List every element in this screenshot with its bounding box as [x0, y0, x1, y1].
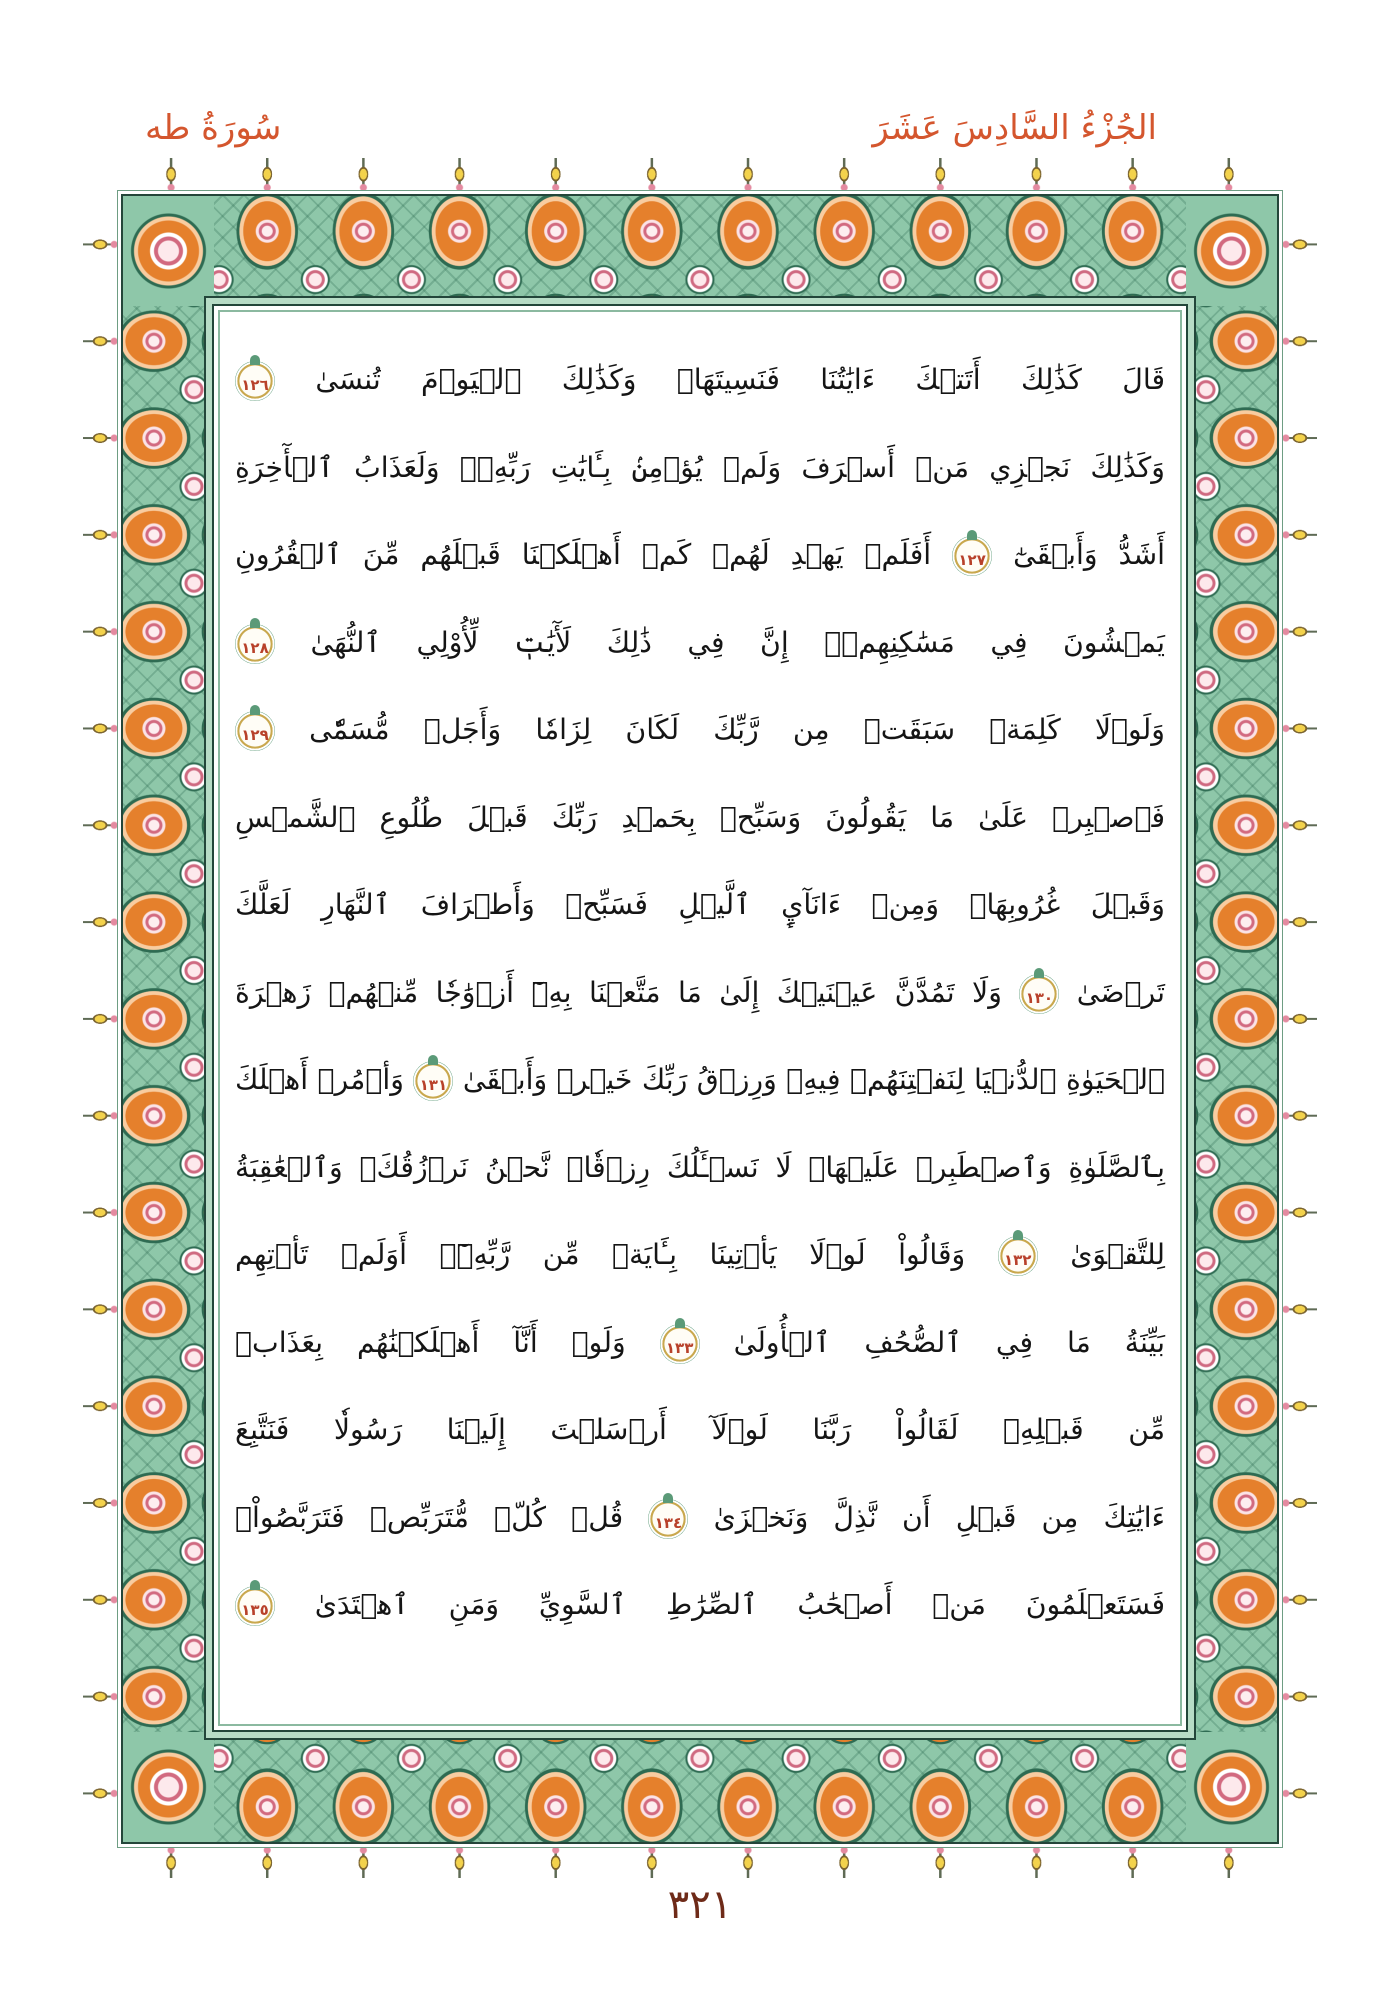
verse-text: تَرۡضَىٰ: [1076, 975, 1165, 1009]
ornamental-frame: [123, 196, 1277, 1842]
frame-band-left: [123, 196, 214, 1842]
verse-text: فَسَتَعۡلَمُونَ مَنۡ أَصۡحَٰبُ ٱلصِّرَٰطِ ٱلسَّوِيِّ وَمَنِ ٱهۡتَدَىٰ: [314, 1588, 1165, 1621]
text-line-content: [235, 1124, 1165, 1212]
verse-text: فَٱصۡبِرۡ عَلَىٰ مَا يَقُولُونَ وَسَبِّحۡ بِحَمۡدِ رَبِّكَ قَبۡلَ طُلُوعِ ٱلشَّمۡسِ: [235, 800, 1165, 834]
ayah-end-marker: [1019, 974, 1059, 1014]
text-line: [235, 774, 1165, 862]
text-line: [235, 1036, 1165, 1124]
text-line: [235, 1124, 1165, 1212]
text-line: [235, 949, 1165, 1037]
ayah-end-marker: [235, 361, 275, 401]
verse-text: لِلتَّقۡوَىٰ: [1070, 1238, 1165, 1271]
frame-band-right: [1186, 196, 1277, 1842]
frame-band-bottom: [123, 1732, 1277, 1842]
verse-text: أَفَلَمۡ يَهۡدِ لَهُمۡ كَمۡ أَهۡلَكۡنَا قَبۡلَهُم مِّنَ ٱلۡقُرُونِ: [235, 538, 932, 571]
text-line-content: [235, 686, 1165, 774]
verse-text: وَلَوۡ أَنَّآ أَهۡلَكۡنَٰهُم بِعَذَابٖ: [235, 1325, 626, 1359]
text-line: [235, 1386, 1165, 1474]
ayah-number: ١٣٤: [654, 1513, 683, 1532]
text-line-content: [235, 1386, 1165, 1474]
verse-text: وَأۡمُرۡ أَهۡلَكَ: [235, 1063, 404, 1096]
verse-text: قُلۡ كُلّٞ مُّتَرَبِّصٞ فَتَرَبَّصُواْۖ: [235, 1500, 624, 1534]
text-line: [235, 1561, 1165, 1649]
ayah-number: ١٣٥: [241, 1601, 269, 1619]
ayah-end-marker: [648, 1499, 688, 1539]
verse-text: ٱلۡحَيَوٰةِ ٱلدُّنۡيَا لِنَفۡتِنَهُمۡ فِيهِۚ وَرِزۡقُ رَبِّكَ خَيۡرٞ وَأَبۡقَىٰ: [462, 1063, 1165, 1096]
verse-text: وَكَذَٰلِكَ نَجۡزِي مَنۡ أَسۡرَفَ وَلَمۡ يُؤۡمِنۢ بِـَٔايَٰتِ رَبِّهِۦۚ وَلَعَذَابُ ٱلۡأٓخِرَةِ: [235, 450, 1165, 484]
ayah-number: ١٢٨: [241, 638, 269, 657]
text-line: [235, 861, 1165, 949]
text-line: [235, 1211, 1165, 1299]
ayah-number: ١٣١: [419, 1076, 448, 1094]
text-line-content: [235, 949, 1165, 1037]
ayah-end-marker: [235, 711, 275, 751]
text-lines: [235, 336, 1165, 1649]
frame-ornament-right: [1279, 196, 1317, 1842]
ayah-end-marker: [952, 536, 992, 576]
frame-ornament-bottom: [123, 1844, 1277, 1878]
juz-title: الجُزْءُ السَّادِسَ عَشَرَ: [872, 108, 1157, 148]
ayah-number: ١٢٩: [241, 726, 269, 744]
ayah-number: ١٢٧: [958, 551, 986, 569]
frame-ornament-top: [123, 158, 1277, 194]
text-line-content: [235, 1211, 1165, 1299]
verse-text: أَشَدُّ وَأَبۡقَىٰٓ: [1013, 538, 1165, 571]
ayah-end-marker: [660, 1324, 700, 1364]
verse-text: يَمۡشُونَ فِي مَسَٰكِنِهِمۡۚ إِنَّ فِي ذَٰلِكَ لَأٓيَٰتٖ لِّأُوْلِي ٱلنُّهَىٰ: [310, 625, 1165, 659]
ayah-end-marker: [413, 1061, 453, 1101]
verse-text: مِّن قَبۡلِهِۦ لَقَالُواْ رَبَّنَا لَوۡلَآ أَرۡسَلۡتَ إِلَيۡنَا رَسُولٗا فَنَتَّبِعَ: [235, 1413, 1165, 1446]
text-line: [235, 424, 1165, 512]
ayah-end-marker: [998, 1236, 1038, 1276]
text-line-content: [235, 599, 1165, 687]
ayah-end-marker: [235, 1586, 275, 1626]
text-line-content: [235, 1036, 1165, 1124]
verse-text: وَلَوۡلَا كَلِمَةٞ سَبَقَتۡ مِن رَّبِّكَ لَكَانَ لِزَامٗا وَأَجَلٞ مُّسَمّٗى: [309, 713, 1165, 746]
text-line: [235, 511, 1165, 599]
frame-corner-bottom-right: [1186, 1732, 1277, 1842]
frame-corner-top-left: [123, 196, 214, 306]
frame-corner-bottom-left: [123, 1732, 214, 1842]
verse-text: بِٱلصَّلَوٰةِ وَٱصۡطَبِرۡ عَلَيۡهَاۖ لَا نَسۡـَٔلُكَ رِزۡقٗاۖ نَّحۡنُ نَرۡزُقُكَۗ وَٱلۡعَٰقِبَةُ: [235, 1150, 1165, 1184]
ayah-number: ١٢٦: [241, 376, 269, 394]
text-line-content: [235, 1299, 1165, 1387]
text-line-content: [235, 861, 1165, 949]
verse-text: ءَايَٰتِكَ مِن قَبۡلِ أَن نَّذِلَّ وَنَخۡزَىٰ: [713, 1500, 1165, 1534]
text-line-content: [235, 1474, 1165, 1562]
page-number: ٣٢١: [667, 1882, 733, 1928]
text-line-content: [235, 511, 1165, 599]
frame-ornament-left: [83, 196, 121, 1842]
surah-title: سُورَةُ طه: [145, 108, 282, 148]
text-line: [235, 686, 1165, 774]
ayah-end-marker: [235, 624, 275, 664]
text-line: [235, 1474, 1165, 1562]
text-line-content: [235, 336, 1165, 424]
verse-text: وَقَالُواْ لَوۡلَا يَأۡتِينَا بِـَٔايَةٖ مِّن رَّبِّهِۦٓۚ أَوَلَمۡ تَأۡتِهِم: [235, 1238, 966, 1271]
text-line-content: [235, 424, 1165, 512]
ayah-number: ١٣٣: [665, 1338, 694, 1357]
text-line: [235, 336, 1165, 424]
text-line: [235, 599, 1165, 687]
text-line-content: [235, 1561, 1165, 1649]
text-line: [235, 1299, 1165, 1387]
verse-text: بَيِّنَةُ مَا فِي ٱلصُّحُفِ ٱلۡأُولَىٰ: [733, 1325, 1165, 1359]
verse-text: وَقَبۡلَ غُرُوبِهَاۖ وَمِنۡ ءَانَآيِٕ ٱلَّيۡلِ فَسَبِّحۡ وَأَطۡرَافَ ٱلنَّهَارِ لَعَلَّكَ: [235, 888, 1165, 921]
ayah-number: ١٣٠: [1025, 988, 1054, 1007]
frame-corner-top-right: [1186, 196, 1277, 306]
ayah-number: ١٣٢: [1003, 1251, 1032, 1269]
verse-text: قَالَ كَذَٰلِكَ أَتَتۡكَ ءَايَٰتُنَا فَنَسِيتَهَاۖ وَكَذَٰلِكَ ٱلۡيَوۡمَ تُنسَىٰ: [315, 363, 1165, 396]
text-panel: [214, 306, 1186, 1730]
frame-band-top: [123, 196, 1277, 306]
verse-text: وَلَا تَمُدَّنَّ عَيۡنَيۡكَ إِلَىٰ مَا مَتَّعۡنَا بِهِۦٓ أَزۡوَٰجٗا مِّنۡهُمۡ زَهۡرَةَ: [235, 975, 1002, 1009]
text-line-content: [235, 774, 1165, 862]
